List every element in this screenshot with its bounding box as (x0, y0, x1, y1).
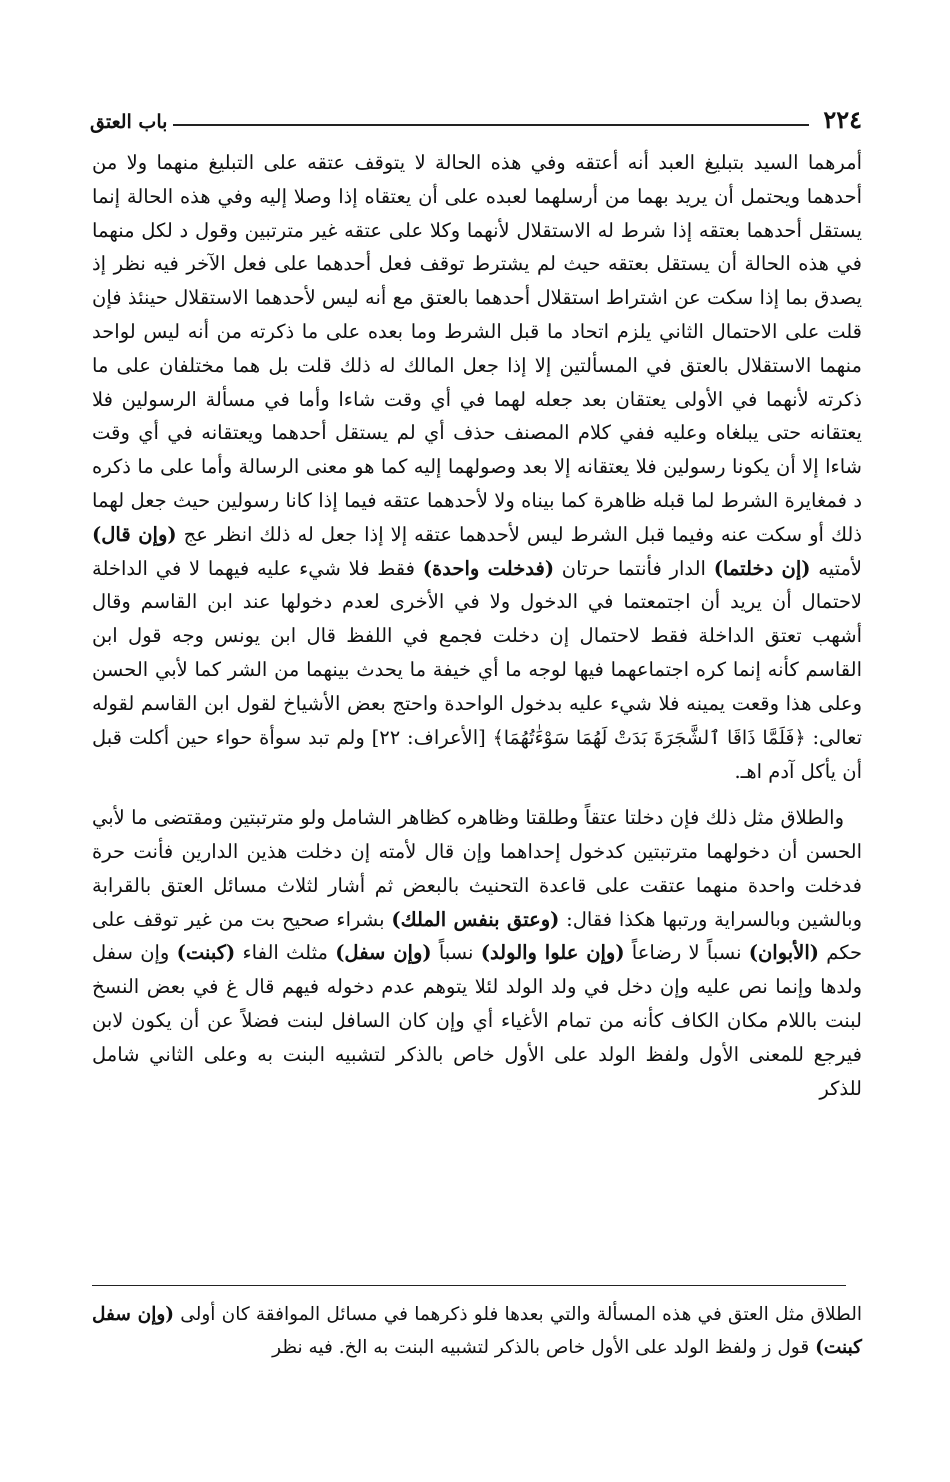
footnote-text-run: قول ز ولفظ الولد على الأول خاص بالذكر لتشبيه البنت به الخ. فيه نظر (272, 1337, 816, 1358)
main-text (92, 146, 862, 1105)
page-number: ٢٢٤ (823, 105, 862, 134)
bold-matn-run: (وعتق بنفس الملك) (391, 907, 560, 931)
bold-matn-run: (فدخلت واحدة) (422, 556, 555, 580)
paragraph-1 (92, 146, 862, 789)
page-header (90, 96, 862, 132)
text-run: أمرهما السيد بتبليغ العبد أنه أعتقه وفي هذه الحالة لا يتوقف عتقه على التبليغ منهما ولا من أحدهما ويحتمل أن يريد بهما من أرسلهما لعبده على أن يعتقاه إذا وصلا إليه وفي هذه الحالة إنما يستقل أحدهما بعتقه إذا شرط له الاستقلال لأنهما وكلا على عتقه غير مترتبين وقول د لكل منهما في هذه الحالة أن يستقل بعتقه حيث لم يشترط توقف فعل أحدهما على فعل الآخر فيه نظر إذ يصدق بما إذا سكت عن اشتراط استقلال أحدهما بالعتق مع أنه ليس لأحدهما الاستقلال حينئذ فإن قلت على الاحتمال الثاني يلزم اتحاد ما قبل الشرط وما بعده على ما ذكرته من أنه ليس لواحد منهما الاستقلال بالعتق في المسألتين إلا إذا جعل المالك له ذلك قلت بل هما مختلفان على ما ذكرته لأنهما في الأولى يعتقان بعد جعله لهما في أي وقت شاءا وأما في مسألة الرسولين فلا يعتقانه حتى يبلغاه وعليه ففي كلام المصنف حذف أي لم يستقل أحدهما ويعتقانه في أي وقت شاءا إلا أن يكونا رسولين فلا يعتقانه إلا بعد وصولهما إليه كما هو معنى الرسالة وأما على ما ذكره د فمغايرة الشرط لما قبله ظاهرة كما بيناه ولا لأحدهما عتقه فيما إذا كانا رسولين حيث جعل لهما ذلك أو سكت عنه وفيما قبل الشرط ليس لأحدهما عتقه إلا إذا جعل له ذلك انظر عج (92, 151, 862, 546)
quran-verse: ﴿فَلَمَّا ذَاقَا ٱلشَّجَرَةَ بَدَتْ لَهُمَا سَوْءَٰتُهُمَا﴾ (492, 726, 806, 749)
bold-matn-run: (وإن علوا والولد) (480, 941, 625, 965)
footnote-text-run: الطلاق مثل العتق في هذه المسألة والتي بعدها فلو ذكرهما في مسائل الموافقة كان أولى (174, 1304, 862, 1325)
bold-matn-run: (كبنت) (176, 941, 236, 965)
text-run: مثلث الفاء (235, 941, 336, 965)
footnote-bold-run: (وإن سفل كبنت) (92, 1304, 862, 1358)
text-run: نسباً لا رضاعاً (624, 941, 749, 965)
header-rule (173, 124, 809, 126)
text-run: وإن سفل ولدها وإنما نص عليه وإن دخل في ولد الولد لئلا يتوهم عدم دخوله فيهم قال غ في بعض النسخ لبنت باللام مكان الكاف كأنه من تمام الأغياء أي وإن كان السافل لبنت فضلاً عن أن يكون لابن فيرجع للمعنى الأول ولفظ الولد على الأول خاص بالذكر لتشبيه البنت به وعلى الثاني شامل للذكر (92, 941, 862, 1100)
text-run: نسباً (431, 941, 481, 965)
chapter-title: باب العتق (90, 111, 168, 133)
text-run: والطلاق مثل ذلك فإن دخلتا عتقاً وطلقتا وظاهره كظاهر الشامل ولو مترتبتين ومقتضى ما لأبي الحسن أن دخولهما مترتبتين كدخول إحداهما وإن قال لأمته إن دخلت هذين الدارين فأنت حرة فدخلت واحدة منهما عتقت على قاعدة التحنيث بالبعض ثم أشار لثلاث مسائل العتق بالقرابة وبالشين وبالسراية ورتبها هكذا فقال: (92, 806, 863, 931)
bold-matn-run: (إن دخلتما) (713, 556, 811, 580)
footnote (92, 1298, 862, 1364)
bold-matn-run: (وإن سفل) (335, 941, 432, 965)
text-run: بشراء صحيح بت من غير توقف على حكم (92, 907, 863, 965)
text-run: فقط فلا شيء عليه فيهما لا في الداخلة لاحتمال أن يريد أن اجتمعتما في الدخول ولا في الأخرى لعدم دخولها عند ابن القاسم وقال أشهب تعتق الداخلة فقط لاحتمال إن دخلت فجمع في اللفظ قال ابن يونس وجه قول ابن القاسم كأنه إنما كره اجتماعهما فيها لوجه ما أي خيفة ما يحدث بينهما من الشر كما لأبي الحسن وعلى هذا وقعت يمينه فلا شيء عليه بدخول الواحدة واحتج بعض الأشياخ لقول ابن القاسم لقوله تعالى: (92, 556, 862, 749)
paragraph-2 (92, 801, 862, 1105)
text-run: لأمتيه (810, 556, 863, 580)
text-run: الدار فأنتما حرتان (554, 556, 714, 580)
text-run: [الأعراف: ٢٢] ولم تبد سوأة حواء حين أكلت قبل أن يأكل آدم اهـ. (92, 725, 862, 784)
bold-matn-run: (الأبوان) (748, 941, 819, 965)
footnote-divider (92, 1285, 846, 1286)
bold-matn-run: (وإن قال) (92, 522, 177, 546)
